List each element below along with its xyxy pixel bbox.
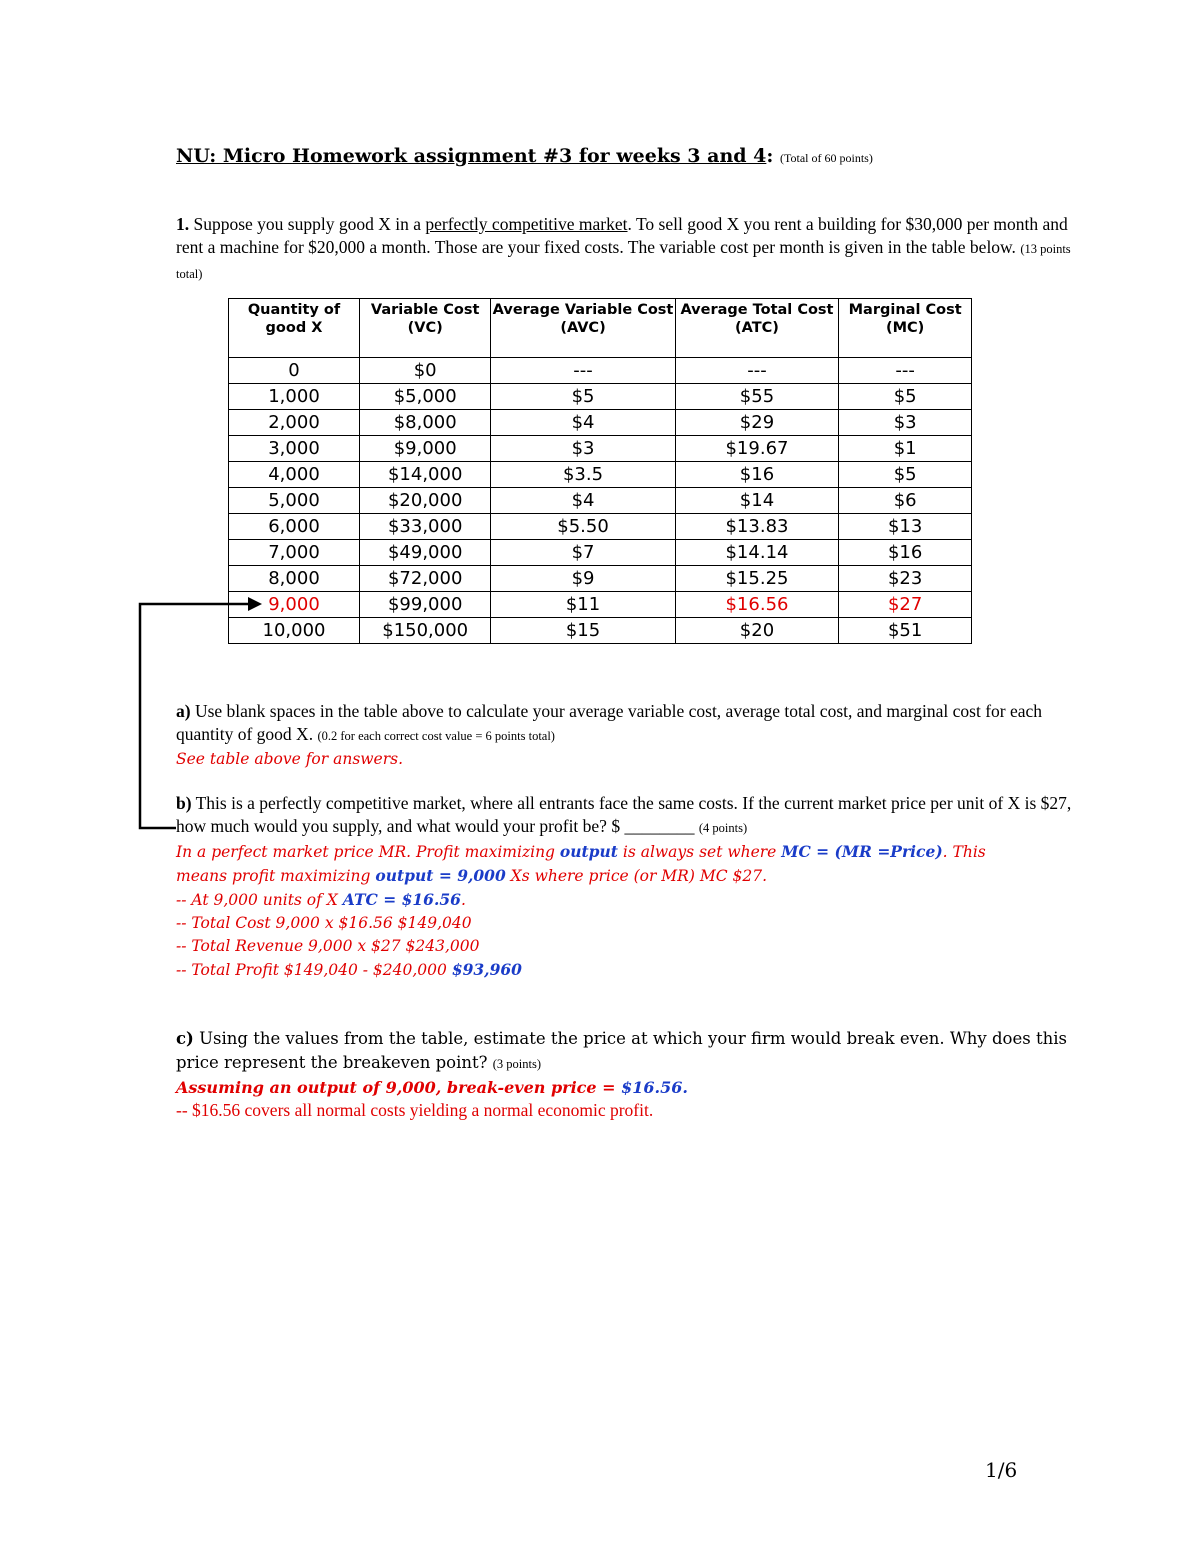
- table-cell: $14,000: [360, 462, 491, 488]
- table-cell: ---: [491, 358, 675, 384]
- part-c-answer-line-1: Assuming an output of 9,000, break-even price = $16.56.: [176, 1078, 688, 1097]
- table-cell: $55: [675, 384, 839, 410]
- table-cell: $15.25: [675, 566, 839, 592]
- table-cell: $5: [839, 384, 972, 410]
- table-cell: $8,000: [360, 410, 491, 436]
- part-b-answer-line-6: -- Total Profit $149,040 - $240,000 $93,960: [176, 960, 522, 979]
- table-row: [229, 384, 972, 410]
- title-points: (Total of 60 points): [780, 151, 873, 165]
- table-row: [229, 514, 972, 540]
- column-header: Average Variable Cost (AVC): [491, 299, 675, 358]
- table-cell: $4: [491, 410, 675, 436]
- table-cell: 6,000: [229, 514, 360, 540]
- table-cell: $150,000: [360, 618, 491, 644]
- table-cell: $29: [675, 410, 839, 436]
- title-main: NU: Micro Homework assignment #3 for weeks 3 and 4: [176, 145, 767, 167]
- table-cell: $99,000: [360, 592, 491, 618]
- table-cell: $72,000: [360, 566, 491, 592]
- table-cell: $16.56: [675, 592, 839, 618]
- table-row: [229, 592, 972, 618]
- table-cell: $3: [491, 436, 675, 462]
- table-cell: $3: [839, 410, 972, 436]
- table-row: [229, 462, 972, 488]
- table-cell: $11: [491, 592, 675, 618]
- column-header: Marginal Cost (MC): [839, 299, 972, 358]
- table-cell: 3,000: [229, 436, 360, 462]
- table-cell: 8,000: [229, 566, 360, 592]
- table-cell: $5,000: [360, 384, 491, 410]
- question-1: 1. Suppose you supply good X in a perfectly competitive market. To sell good X you rent a building for $30,000 per month and rent a machine for $20,000 a month. Those are your fixed costs. The variable cost per month is given in the table below. (13 points total): [176, 214, 1071, 281]
- table-cell: $4: [491, 488, 675, 514]
- table-cell: 9,000: [229, 592, 360, 618]
- table-cell: $14.14: [675, 540, 839, 566]
- table-header-row: [229, 299, 972, 358]
- table-row: [229, 566, 972, 592]
- part-b-answer-line-1: In a perfect market price MR. Profit maximizing output is always set where MC = (MR =Price). This: [176, 842, 986, 861]
- column-header: Average Total Cost (ATC): [675, 299, 839, 358]
- table-cell: 5,000: [229, 488, 360, 514]
- page-number: 1/6: [985, 1458, 1018, 1482]
- table-cell: $51: [839, 618, 972, 644]
- table-cell: $5: [491, 384, 675, 410]
- part-c-answer-line-2: -- $16.56 covers all normal costs yielding a normal economic profit.: [176, 1100, 654, 1120]
- table-cell: $15: [491, 618, 675, 644]
- table-cell: $0: [360, 358, 491, 384]
- table-cell: $13.83: [675, 514, 839, 540]
- table-cell: 1,000: [229, 384, 360, 410]
- table-cell: $6: [839, 488, 972, 514]
- table-cell: $16: [675, 462, 839, 488]
- table-cell: $1: [839, 436, 972, 462]
- part-b-answer-line-3: -- At 9,000 units of X ATC = $16.56.: [176, 890, 466, 909]
- page-title: NU: Micro Homework assignment #3 for weeks 3 and 4: (Total of 60 points): [176, 145, 873, 167]
- table-cell: $49,000: [360, 540, 491, 566]
- cost-table: [228, 298, 972, 644]
- part-a-answer: See table above for answers.: [176, 750, 404, 768]
- table-cell: $20,000: [360, 488, 491, 514]
- table-cell: 7,000: [229, 540, 360, 566]
- table-cell: ---: [675, 358, 839, 384]
- table-row: [229, 410, 972, 436]
- column-header: Variable Cost (VC): [360, 299, 491, 358]
- table-cell: $19.67: [675, 436, 839, 462]
- table-cell: $33,000: [360, 514, 491, 540]
- part-a: a) Use blank spaces in the table above to calculate your average variable cost, average total cost, and marginal cost for each quantity of good X. (0.2 for each correct cost value = 6 points total) See table above for answers.: [176, 700, 1096, 771]
- table-cell: $20: [675, 618, 839, 644]
- table-body: [229, 358, 972, 644]
- table-cell: $27: [839, 592, 972, 618]
- table-cell: $5: [839, 462, 972, 488]
- table-row: [229, 618, 972, 644]
- table-cell: $23: [839, 566, 972, 592]
- table-cell: 0: [229, 358, 360, 384]
- part-b-answer-line-4: -- Total Cost 9,000 x $16.56 $149,040: [176, 914, 472, 932]
- part-b: b) This is a perfectly competitive market, where all entrants face the same costs. If the current market price per unit of X is $27, how much would you supply, and what would your profit be? $ ________ (4 points) In a perfect market price MR. Profit maximizing output is always set where MC = (MR =Price). This means profit maximizing output = 9,000 Xs where price (or MR) MC $27. -- At 9,000 units of X ATC = $16.56. -- Total Cost 9,000 x $16.56 $149,040 -- Total Revenue 9,000 x $27 $243,000 -- Total Profit $149,040 - $240,000 $93,960: [176, 792, 1096, 982]
- table-cell: $13: [839, 514, 972, 540]
- table-cell: ---: [839, 358, 972, 384]
- table-cell: $9,000: [360, 436, 491, 462]
- table-row: [229, 358, 972, 384]
- table-cell: $7: [491, 540, 675, 566]
- part-c: c) Using the values from the table, estimate the price at which your firm would break even. Why does this price represent the breakeven point? (3 points) Assuming an output of 9,000, break-even price = $16.56. -- $16.56 covers all normal costs yielding a normal economic profit.: [176, 1027, 1096, 1122]
- table-cell: $9: [491, 566, 675, 592]
- table-cell: $14: [675, 488, 839, 514]
- table-row: [229, 436, 972, 462]
- table-cell: $16: [839, 540, 972, 566]
- table-cell: 4,000: [229, 462, 360, 488]
- table-cell: 10,000: [229, 618, 360, 644]
- part-b-answer-line-5: -- Total Revenue 9,000 x $27 $243,000: [176, 937, 480, 955]
- table-cell: $3.5: [491, 462, 675, 488]
- table-cell: $5.50: [491, 514, 675, 540]
- column-header: Quantity of good X: [229, 299, 360, 358]
- table-row: [229, 540, 972, 566]
- table-row: [229, 488, 972, 514]
- part-b-answer-line-2: means profit maximizing output = 9,000 Xs where price (or MR) MC $27.: [176, 866, 767, 885]
- table-cell: 2,000: [229, 410, 360, 436]
